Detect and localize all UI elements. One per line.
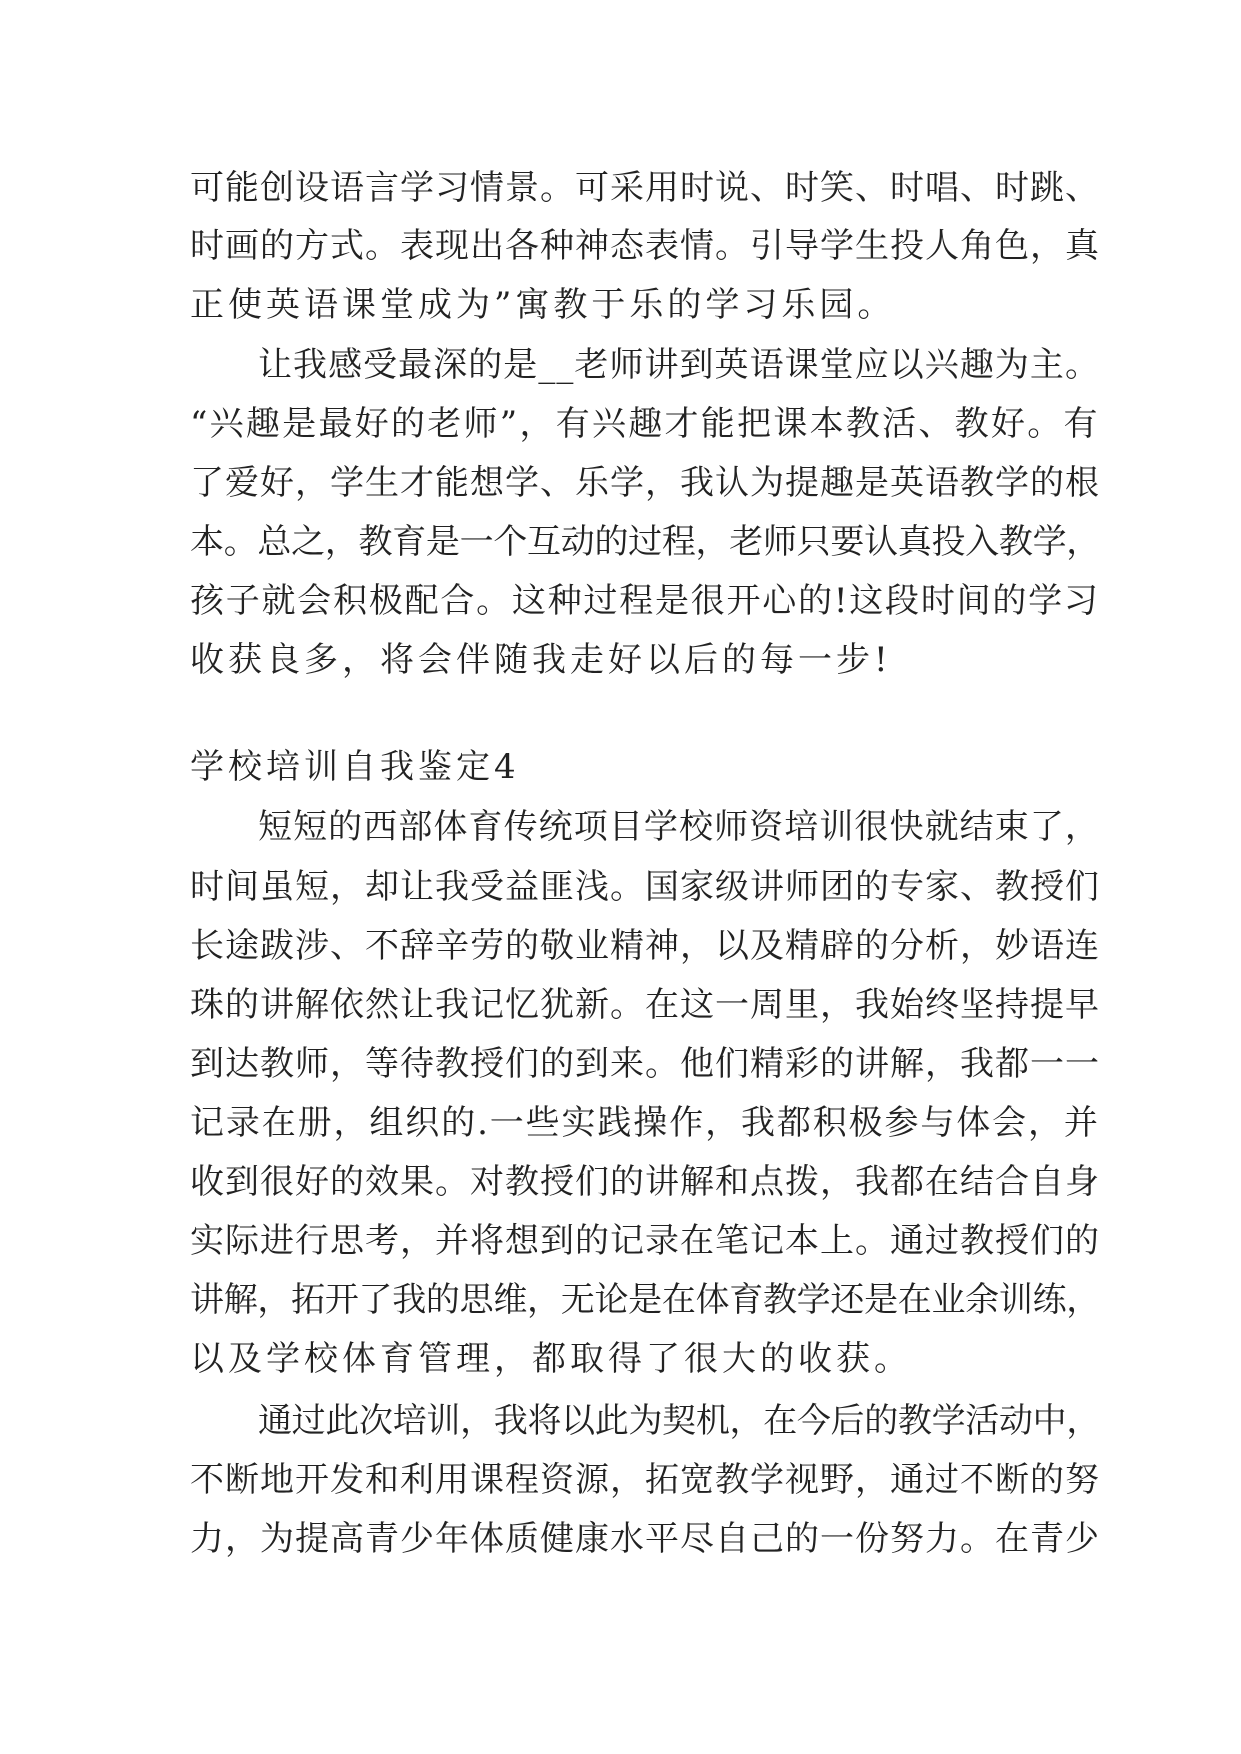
text-line: 通过此次培训，我将以此为契机，在今后的教学活动中， [258,1401,1100,1441]
text-line: 时画的方式。表现出各种神态表情。引导学生投人角色，真 [190,226,1100,266]
text-line: 长途跋涉、不辞辛劳的敬业精神，以及精辟的分析，妙语连 [190,926,1100,966]
text-line: 时间虽短，却让我受益匪浅。国家级讲师团的专家、教授们 [190,867,1100,907]
text-line: 可能创设语言学习情景。可采用时说、时笑、时唱、时跳、 [190,168,1100,208]
text-line: 以及学校体育管理，都取得了很大的收获。 [190,1339,912,1379]
text-line: 讲解，拓开了我的思维，无论是在体育教学还是在业余训练， [190,1280,1100,1320]
text-line: 让我感受最深的是__老师讲到英语课堂应以兴趣为主。 [258,345,1100,385]
text-line: 了爱好，学生才能想学、乐学，我认为提趣是英语教学的根 [190,463,1100,503]
section-heading: 学校培训自我鉴定4 [190,747,520,787]
text-line: 实际进行思考，并将想到的记录在笔记本上。通过教授们的 [190,1221,1100,1261]
text-line: 正使英语课堂成为”寓教于乐的学习乐园。 [190,285,896,325]
text-line: 收到很好的效果。对教授们的讲解和点拨，我都在结合自身 [190,1162,1100,1202]
text-line: 珠的讲解依然让我记忆犹新。在这一周里，我始终坚持提早 [190,985,1100,1025]
text-line: 到达教师，等待教授们的到来。他们精彩的讲解，我都一一 [190,1044,1100,1084]
text-line: 记录在册，组织的.一些实践操作，我都积极参与体会，并 [190,1103,1100,1143]
text-line: 孩子就会积极配合。这种过程是很开心的!这段时间的学习 [190,581,1100,621]
text-line: “兴趣是最好的老师”，有兴趣才能把课本教活、教好。有 [190,404,1100,444]
text-line: 收获良多，将会伴随我走好以后的每一步! [190,640,892,680]
text-line: 短短的西部体育传统项目学校师资培训很快就结束了， [258,807,1100,847]
text-line: 本。总之，教育是一个互动的过程，老师只要认真投入教学， [190,522,1100,562]
text-line: 不断地开发和利用课程资源，拓宽教学视野，通过不断的努 [190,1460,1100,1500]
text-line: 力，为提高青少年体质健康水平尽自己的一份努力。在青少 [190,1519,1100,1559]
